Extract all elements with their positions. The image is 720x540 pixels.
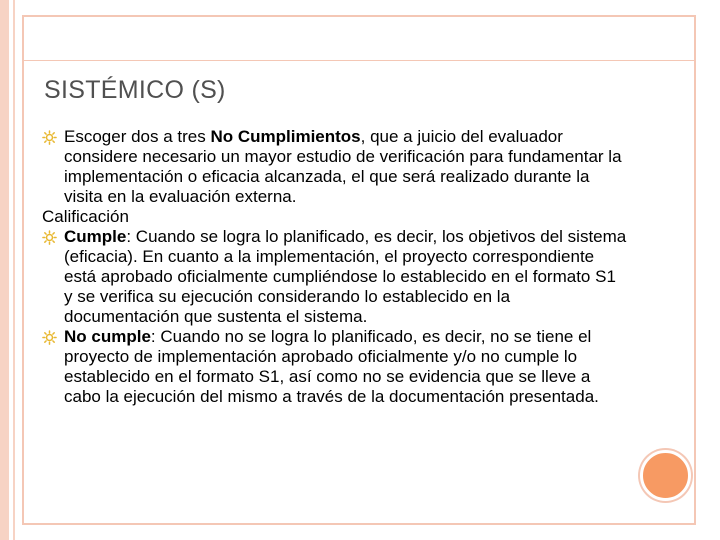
- bullet-no-cumple-bold: No cumple: [64, 327, 151, 346]
- intro-text-suffix: , que a juicio del evaluador considere necesario un mayor estudio de verificación para fundamentar la implementación o eficacia alcanzada, el que será realizado durante la visita en la evaluación externa.: [64, 127, 622, 206]
- bullet-no-cumple: [42, 327, 627, 407]
- bullet-cumple: [42, 227, 627, 327]
- frame-top-rule: [22, 60, 696, 61]
- sun-bullet-icon: [42, 130, 57, 145]
- slide-title: SISTÉMICO (S): [44, 76, 226, 104]
- bullet-cumple-bold: Cumple: [64, 227, 127, 246]
- sun-bullet-icon: [42, 330, 57, 345]
- intro-text-bold: No Cumplimientos: [210, 127, 361, 146]
- intro-bullet: [42, 127, 627, 207]
- bullet-no-cumple-text: : Cuando no se logra lo planificado, es decir, no se tiene el proyecto de implementación aprobado oficialmente y/o no cumple lo establecido en el formato S1, así como no se evidencia que se lleve a cabo la ejecución del mismo a través de la documentación presentada.: [64, 327, 599, 406]
- left-edge-decoration: [0, 0, 9, 540]
- left-edge-line: [13, 0, 15, 540]
- sun-bullet-icon: [42, 230, 57, 245]
- bullet-cumple-text: : Cuando se logra lo planificado, es decir, los objetivos del sistema (eficacia). En cuanto a la implementación, el proyecto correspondiente está aprobado oficialmente cumpliéndose lo establecido en el formato S1 y se verifica su ejecución considerando lo establecido en la documentación que sustenta el sistema.: [64, 227, 627, 326]
- slide-content: [42, 127, 627, 407]
- intro-text-prefix: Escoger dos a tres: [64, 127, 211, 146]
- calificacion-label: Calificación: [42, 207, 129, 226]
- decorative-circle: [640, 450, 691, 501]
